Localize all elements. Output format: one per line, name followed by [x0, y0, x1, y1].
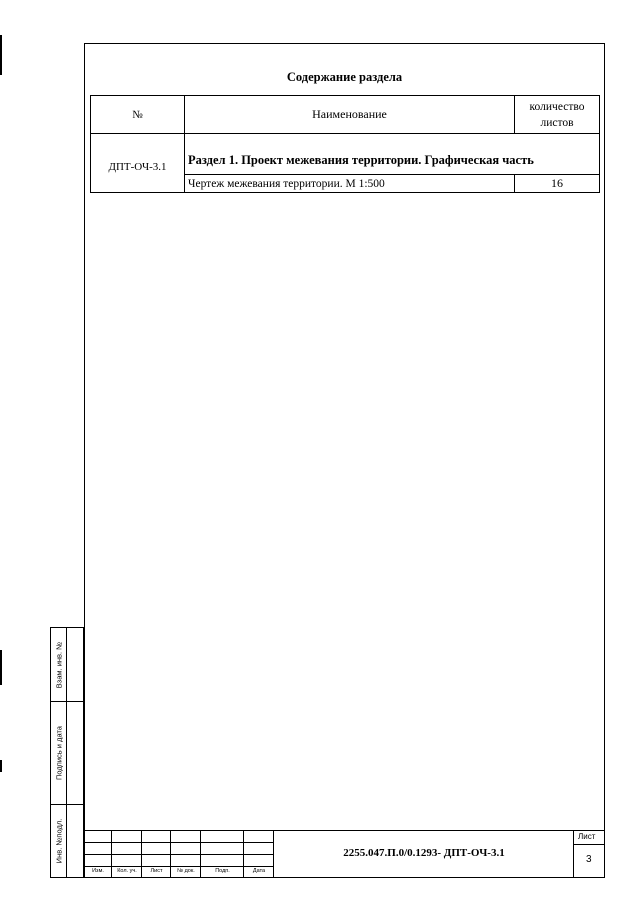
scan-edge-mark	[0, 760, 2, 772]
row-name: Чертеж межевания территории. М 1:500	[185, 175, 515, 193]
document-code: 2255.047.П.0/0.1293- ДПТ-ОЧ-3.1	[343, 847, 505, 859]
side-cell-blank	[66, 701, 84, 805]
header-count-line1: количество	[529, 100, 585, 113]
header-name: Наименование	[185, 96, 515, 134]
stamp-col-label: № док.	[177, 868, 195, 874]
side-cell-inventory	[50, 804, 67, 878]
stamp-col-label: Изм.	[92, 868, 104, 874]
side-cell-signature	[50, 701, 67, 805]
side-cell-replacement	[50, 627, 67, 702]
sheet-number: 3	[586, 854, 592, 865]
stamp-col-label: Подп.	[215, 868, 230, 874]
header-number: №	[91, 96, 185, 134]
contents-table	[90, 95, 600, 193]
row-sheet-count: 16	[515, 175, 600, 193]
section-title: Раздел 1. Проект межевания территории. Графическая часть	[185, 134, 515, 175]
scan-edge-mark	[0, 35, 2, 75]
scan-edge-mark	[0, 650, 2, 685]
side-stamp-strip	[50, 627, 84, 878]
stamp-col-label: Кол. уч.	[117, 868, 137, 874]
sheet-label: Лист	[578, 832, 596, 841]
page-title: Содержание раздела	[286, 70, 403, 84]
side-label-signature: Подпись и дата	[54, 726, 63, 780]
side-label-replacement: Взам. инв. №	[54, 641, 63, 688]
section-row	[91, 134, 600, 175]
side-cell-blank	[66, 804, 84, 878]
stamp-sheet-line	[574, 844, 605, 845]
stamp-col-label: Дата	[252, 868, 266, 874]
header-count-line2: листов	[540, 116, 574, 129]
side-cell-blank	[66, 627, 84, 702]
section-code: ДПТ-ОЧ-3.1	[91, 134, 185, 193]
title-block	[84, 830, 605, 878]
table-header-row	[91, 96, 600, 134]
header-sheet-count	[515, 96, 600, 134]
stamp-col-label: Лист	[150, 868, 163, 874]
side-label-inventory: Инв. №подл.	[54, 818, 63, 864]
